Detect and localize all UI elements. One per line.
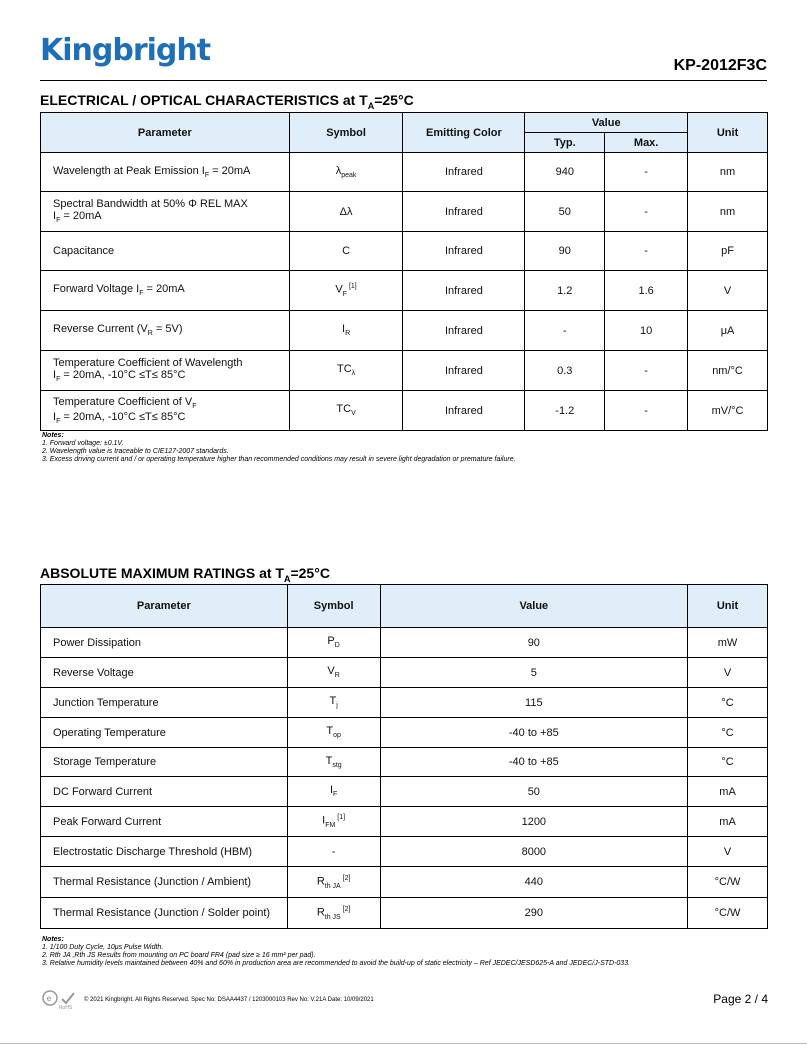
cell-symbol — [289, 232, 403, 271]
parameter-subscript: F — [56, 376, 61, 384]
cell-parameter — [41, 271, 290, 311]
cell-parameter: Thermal Resistance (Junction / Solder point) — [41, 898, 288, 929]
symbol-main: C — [342, 245, 351, 257]
cell-value: 8000 — [380, 837, 687, 867]
cell-parameter: Junction Temperature — [41, 688, 288, 718]
parameter-subscript: F — [204, 172, 210, 180]
cell-emitting-color: Infrared — [403, 311, 525, 351]
cell-symbol — [287, 658, 380, 688]
cell-value: 90 — [380, 628, 687, 658]
symbol-main: R — [316, 875, 325, 888]
cell-unit: °C — [688, 748, 768, 777]
symbol-main: T — [326, 725, 334, 738]
cell-parameter: Power Dissipation — [41, 628, 288, 658]
cell-typ: 90 — [525, 232, 605, 271]
note-line: 3. Relative humidity levels maintained between 40% and 60% in production area are recommended to avoid the build-up of static electricity – Ref JEDEC/JESD625-A and JEDEC/J-STD-033. — [42, 960, 631, 967]
table-row — [41, 898, 768, 929]
symbol-main: R — [316, 906, 325, 919]
symbol-subscript: D — [334, 642, 340, 650]
cell-parameter — [41, 192, 290, 232]
table-row — [41, 658, 768, 688]
table-row — [41, 232, 768, 271]
absolute-notes — [42, 936, 630, 968]
cell-unit: nm — [688, 153, 768, 192]
compliance-icons — [42, 990, 78, 1015]
cell-max: - — [605, 391, 688, 431]
parameter-line2: I — [53, 210, 57, 223]
cell-symbol — [287, 837, 380, 867]
note-line: 1. Forward voltage: ±0.1V. — [42, 440, 124, 447]
parameter-line1: Temperature Coefficient of Wavelength — [53, 357, 243, 370]
parameter-subscript: R — [147, 330, 153, 338]
symbol-subscript: FM — [325, 821, 336, 829]
table-row — [41, 153, 768, 192]
parameter-line2: I — [53, 369, 57, 382]
parameter-line1-tail: = 20mA — [143, 283, 185, 296]
symbol-main: TC — [336, 363, 352, 376]
symbol-note-ref: [1] — [335, 814, 346, 822]
brand-logo: Kingbright — [40, 33, 211, 68]
cell-emitting-color: Infrared — [403, 192, 525, 232]
symbol-subscript: R — [345, 330, 351, 338]
cell-parameter — [41, 391, 290, 431]
page-number: Page 2 / 4 — [713, 992, 768, 1006]
header-value: Value — [525, 113, 688, 133]
table-row — [41, 867, 768, 898]
cell-symbol — [287, 718, 380, 748]
header-max: Max. — [605, 133, 688, 153]
symbol-subscript: F — [342, 290, 347, 298]
parameter-subscript: F — [139, 290, 144, 298]
cell-symbol — [287, 748, 380, 777]
cell-parameter: Electrostatic Discharge Threshold (HBM) — [41, 837, 288, 867]
cell-typ: -1.2 — [525, 391, 605, 431]
cell-unit: °C — [688, 718, 768, 748]
cell-emitting-color: Infrared — [403, 351, 525, 391]
parameter-line2-tail: = 20mA, -10°C ≤T≤ 85°C — [60, 410, 186, 423]
symbol-subscript: th JS — [324, 913, 341, 921]
cell-parameter — [41, 153, 290, 192]
cell-parameter: Thermal Resistance (Junction / Ambient) — [41, 867, 288, 898]
parameter-line2-tail: = 20mA, -10°C ≤T≤ 85°C — [60, 369, 186, 382]
cell-symbol — [289, 391, 403, 431]
table-row — [41, 391, 768, 431]
table-row — [41, 351, 768, 391]
parameter-line1-tail: = 5V) — [152, 323, 183, 336]
symbol-subscript: V — [351, 410, 356, 418]
cell-unit: °C/W — [688, 898, 768, 929]
symbol-subscript: th JA — [324, 882, 341, 890]
cell-parameter: Reverse Voltage — [41, 658, 288, 688]
header-symbol: Symbol — [287, 585, 380, 628]
cell-max: - — [605, 351, 688, 391]
note-line: 1. 1/100 Duty Cycle, 10μs Pulse Width. — [42, 944, 164, 951]
symbol-subscript: R — [334, 672, 340, 680]
cell-max: - — [605, 232, 688, 271]
svg-text:e: e — [46, 994, 52, 1003]
bottom-divider — [0, 1043, 807, 1044]
cell-max: - — [605, 192, 688, 232]
part-number: KP-2012F3C — [673, 57, 767, 74]
cell-value: -40 to +85 — [380, 718, 687, 748]
cell-unit: mA — [688, 777, 768, 807]
electrical-notes — [42, 432, 516, 464]
note-line: 3. Excess driving current and / or operating temperature higher than recommended conditions may result in severe light degradation or premature failure. — [42, 456, 516, 463]
cell-emitting-color: Infrared — [403, 271, 525, 311]
parameter-subscript: F — [56, 217, 61, 225]
notes-heading: Notes: — [42, 936, 64, 943]
cell-unit: pF — [688, 232, 768, 271]
cell-unit: V — [688, 271, 768, 311]
cell-typ: - — [525, 311, 605, 351]
cell-symbol — [287, 807, 380, 837]
table-row — [41, 777, 768, 807]
electrical-section-title: ELECTRICAL / OPTICAL CHARACTERISTICS at $T_A=25^\circ C$ — [40, 92, 414, 111]
parameter-line1: Wavelength at Peak Emission I — [53, 164, 205, 177]
svg-text:RoHS: RoHS — [59, 1005, 73, 1010]
cell-parameter — [41, 351, 290, 391]
cell-max: - — [605, 153, 688, 192]
header-unit: Unit — [688, 585, 768, 628]
parameter-line1: Spectral Bandwidth at 50% Φ REL MAX — [53, 198, 248, 211]
symbol-note-ref: [1] — [347, 283, 357, 291]
note-line: 2. Wavelength value is traceable to CIE127-2007 standards. — [42, 448, 229, 455]
cell-value: 1200 — [380, 807, 687, 837]
cell-unit: nm — [688, 192, 768, 232]
table-row — [41, 271, 768, 311]
cell-parameter: Storage Temperature — [41, 748, 288, 777]
cell-parameter: DC Forward Current — [41, 777, 288, 807]
absolute-section-title: ABSOLUTE MAXIMUM RATINGS at $T_A=25^\circ C$ — [40, 565, 330, 584]
table-row — [41, 748, 768, 777]
symbol-main: T — [325, 754, 333, 767]
cell-max: 10 — [605, 311, 688, 351]
cell-max: 1.6 — [605, 271, 688, 311]
cell-unit: nm/°C — [688, 351, 768, 391]
symbol-subscript: stg — [332, 762, 342, 770]
table-row — [41, 192, 768, 232]
cell-typ: 50 — [525, 192, 605, 232]
symbol-main: V — [335, 283, 343, 296]
cell-unit: V — [688, 837, 768, 867]
table-row — [41, 718, 768, 748]
symbol-subscript: j — [336, 702, 338, 710]
notes-heading: Notes: — [42, 432, 64, 439]
header-emitting-color: Emitting Color — [403, 113, 525, 153]
parameter-subscript: F — [56, 417, 61, 425]
header-symbol: Symbol — [289, 113, 403, 153]
symbol-main: TC — [336, 403, 352, 416]
parameter-line1: Reverse Current (V — [53, 323, 148, 336]
header-parameter: Parameter — [41, 113, 290, 153]
symbol-subscript: op — [333, 732, 341, 740]
cell-unit: V — [688, 658, 768, 688]
parameter-line2: I — [53, 410, 57, 423]
cell-emitting-color: Infrared — [403, 153, 525, 192]
header-unit: Unit — [688, 113, 768, 153]
electrical-table — [40, 112, 768, 431]
symbol-main: I — [342, 323, 346, 336]
table-row — [41, 837, 768, 867]
cell-symbol — [287, 628, 380, 658]
cell-emitting-color: Infrared — [403, 391, 525, 431]
header-value: Value — [380, 585, 687, 628]
symbol-subscript: λ — [351, 370, 356, 378]
cell-value: 5 — [380, 658, 687, 688]
cell-value: -40 to +85 — [380, 748, 687, 777]
header-typ: Typ. — [525, 133, 605, 153]
cell-parameter — [41, 232, 290, 271]
header-divider — [40, 80, 767, 81]
parameter-line1: Temperature Coefficient of V — [53, 396, 193, 409]
cell-value: 50 — [380, 777, 687, 807]
cell-parameter: Peak Forward Current — [41, 807, 288, 837]
cell-symbol — [289, 153, 403, 192]
cell-emitting-color: Infrared — [403, 232, 525, 271]
cell-parameter — [41, 311, 290, 351]
symbol-note-ref: [2] — [340, 905, 351, 913]
cell-unit: mV/°C — [688, 391, 768, 431]
symbol-main: P — [327, 635, 335, 648]
cell-typ: 0.3 — [525, 351, 605, 391]
symbol-main: V — [327, 665, 335, 678]
cell-symbol — [287, 777, 380, 807]
cell-unit: °C/W — [688, 867, 768, 898]
cell-unit: μA — [688, 311, 768, 351]
cell-typ: 1.2 — [525, 271, 605, 311]
symbol-main: I — [329, 784, 334, 797]
table-row — [41, 628, 768, 658]
symbol-main: I — [322, 814, 326, 827]
absolute-ratings-table — [40, 584, 768, 929]
table-row — [41, 311, 768, 351]
copyright-text: © 2021 Kingbright. All Rights Reserved. Spec No: DSAA4437 / 1203000103 Rev No: V.21A Date: 10/09/2021 — [84, 997, 374, 1003]
rohs-icon — [42, 990, 78, 1010]
symbol-note-ref: [2] — [340, 874, 351, 882]
cell-symbol — [287, 867, 380, 898]
cell-unit: mA — [688, 807, 768, 837]
symbol-main: T — [329, 695, 337, 708]
cell-value: 440 — [380, 867, 687, 898]
cell-symbol — [289, 311, 403, 351]
header-parameter: Parameter — [41, 585, 288, 628]
symbol-subscript: F — [333, 791, 338, 799]
cell-parameter: Operating Temperature — [41, 718, 288, 748]
cell-value: 290 — [380, 898, 687, 929]
cell-symbol — [289, 351, 403, 391]
cell-unit: °C — [688, 688, 768, 718]
table-row — [41, 688, 768, 718]
table-row — [41, 807, 768, 837]
cell-symbol — [289, 271, 403, 311]
cell-symbol — [287, 898, 380, 929]
parameter-line2-tail: = 20mA — [60, 210, 102, 223]
cell-unit: mW — [688, 628, 768, 658]
symbol-subscript: peak — [341, 172, 357, 180]
symbol-main: Δλ — [339, 205, 353, 218]
page-footer — [40, 988, 768, 1012]
symbol-main: - — [331, 845, 336, 858]
parameter-line1: Forward Voltage I — [53, 283, 140, 296]
cell-symbol — [289, 192, 403, 232]
symbol-main: λ — [335, 164, 342, 177]
parameter-subscript: F — [192, 403, 197, 411]
parameter-line1: Capacitance — [53, 245, 115, 257]
parameter-line1-tail: = 20mA — [209, 164, 251, 177]
cell-value: 115 — [380, 688, 687, 718]
cell-typ: 940 — [525, 153, 605, 192]
note-line: 2. Rth JA ,Rth JS Results from mounting on PC board FR4 (pad size ≥ 16 mm² per pad). — [42, 952, 316, 959]
cell-symbol — [287, 688, 380, 718]
